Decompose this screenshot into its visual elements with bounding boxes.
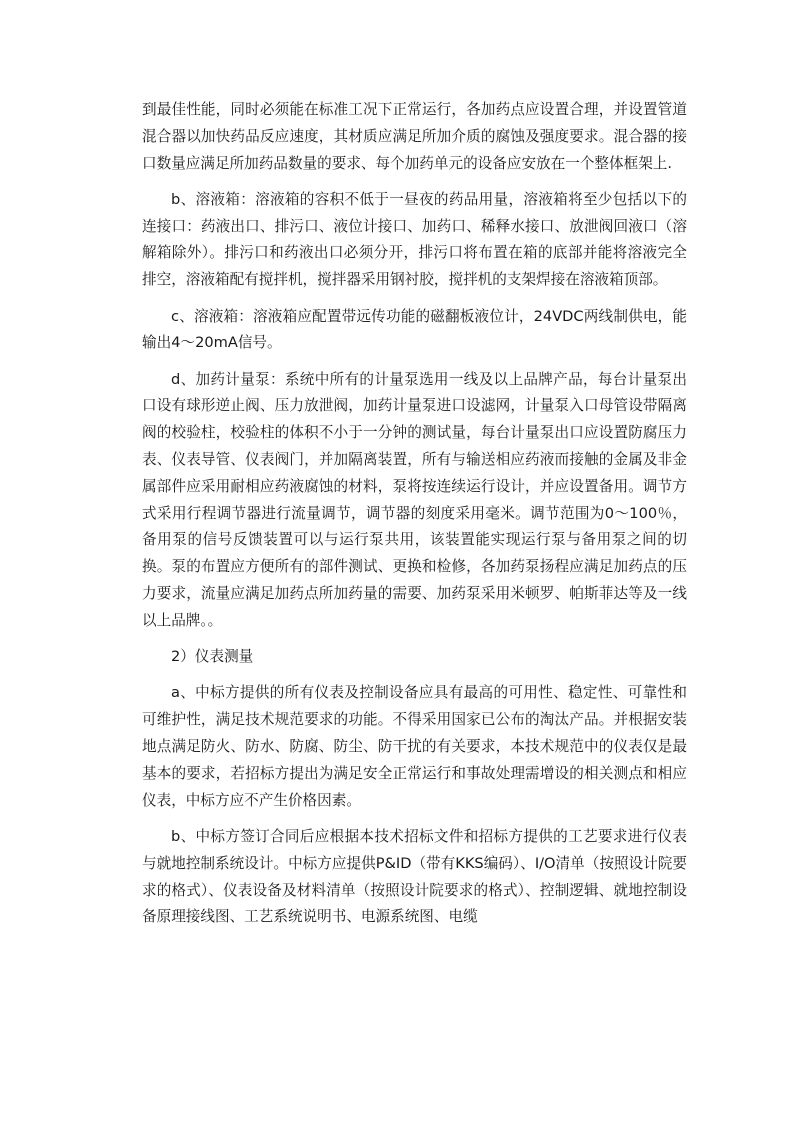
document-body — [142, 97, 687, 941]
paragraph-instrument-design: b、中标方签订合同后应根据本技术招标文件和招标方提供的工艺要求进行仪表与就地控制系统设计。中标方应提供P&ID（带有KKS编码）、I/O清单（按照设计院要求的格式）、仪表设备及材料清单（按照设计院要求的格式）、控制逻辑、就地控制设备原理接线图、工艺系统说明书、电源系统图、电缆 — [142, 827, 687, 926]
paragraph-metering-pump: d、加药计量泵：系统中所有的计量泵选用一线及以上品牌产品，每台计量泵出口设有球形逆止阀、压力放泄阀，加药计量泵进口设滤网，计量泵入口母管设带隔离阀的校验柱，校验柱的体积不小于一分钟的测试量，每台计量泵出口应设置防腐压力表、仪表导管、仪表阀门，并加隔离装置，所有与输送相应药液而接触的金属及非金属部件应采用耐相应药液腐蚀的材料，泵将按连续运行设计，并应设置备用。调节方式采用行程调节器进行流量调节，调节器的刻度采用毫米。调节范围为0～100％，备用泵的信号反馈装置可以与运行泵共用，该装置能实现运行泵与备用泵之间的切换。泵的布置应方便所有的部件测试、更换和检修，各加药泵扬程应满足加药点的压力要求，流量应满足加药点所加药量的需要、加药泵采用米顿罗、帕斯菲达等及一线以上品牌。。 — [142, 370, 687, 629]
paragraph-instrument-requirements: a、中标方提供的所有仪表及控制设备应具有最高的可用性、稳定性、可靠性和可维护性，满足技术规范要求的功能。不得采用国家已公布的淘汰产品。并根据安装地点满足防火、防水、防腐、防尘、防干扰的有关要求，本技术规范中的仪表仅是最基本的要求，若招标方提出为满足安全正常运行和事故处理需增设的相关测点和相应仪表，中标方应不产生价格因素。 — [142, 684, 687, 809]
section-heading-instrument-measurement: 2）仪表测量 — [171, 648, 254, 666]
paragraph-solution-tank-level-gauge: c、溶液箱：溶液箱应配置带远传功能的磁翻板液位计，24VDC两线制供电，能输出4～20mA信号。 — [142, 307, 687, 352]
paragraph-dosing-points: 到最佳性能，同时必须能在标准工况下正常运行，各加药点应设置合理，并设置管道混合器以加快药品反应速度，其材质应满足所加介质的腐蚀及强度要求。混合器的接口数量应满足所加药品数量的要求、每个加药单元的设备应安放在一个整体框架上. — [142, 101, 687, 172]
paragraph-solution-tank-connections: b、溶液箱：溶液箱的容积不低于一昼夜的药品用量，溶液箱将至少包括以下的连接口：药液出口、排污口、液位计接口、加药口、稀释水接口、放泄阀回液口（溶解箱除外）。排污口和药液出口必须分开，排污口将布置在箱的底部并能将溶液完全排空，溶液箱配有搅拌机，搅拌器采用钢衬胶，搅拌机的支架焊接在溶液箱顶部。 — [142, 190, 687, 289]
